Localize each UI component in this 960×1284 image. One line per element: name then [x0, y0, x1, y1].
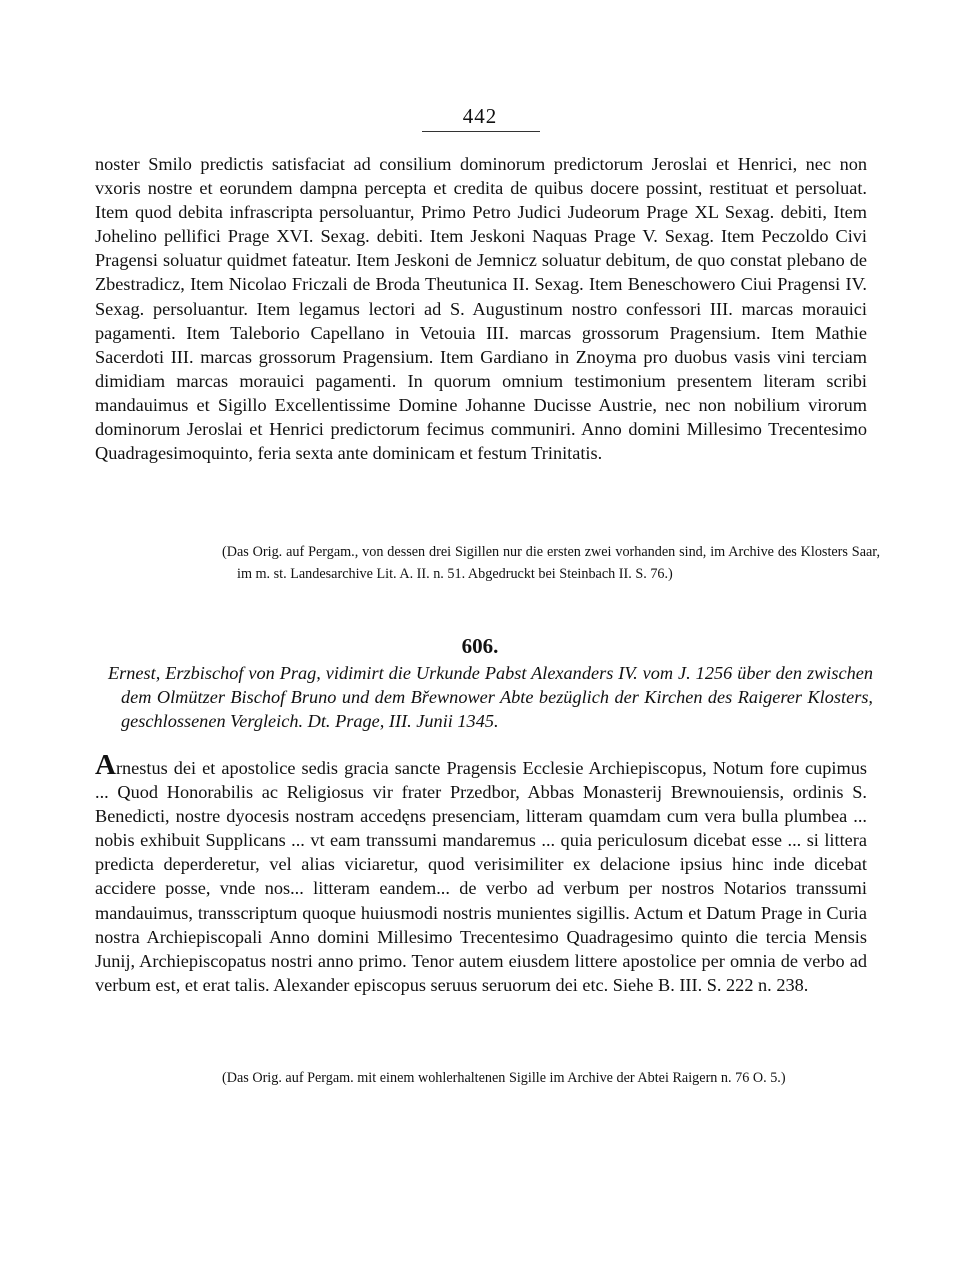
paragraph-document-text	[95, 749, 867, 997]
initial-letter: A	[95, 749, 116, 781]
document-regest: Ernest, Erzbischof von Prag, vidimirt die Urkunde Pabst Alexanders IV. vom J. 1256 über den zwischen dem Olmützer Bischof Bruno und dem Břewnower Abte bezüglich der Kirchen des Raigerer Klosters, geschlossenen Vergleich. Dt. Prage, III. Junii 1345.	[108, 663, 873, 731]
page-number: 442	[462, 104, 498, 128]
source-note-2: (Das Orig. auf Pergam. mit einem wohlerhaltenen Sigille im Archive der Abtei Raigern n. 76 O. 5.)	[222, 1070, 786, 1086]
paragraph-document-body: rnestus dei et apostolice sedis gracia sancte Pragensis Ecclesie Archiepiscopus, Notum fore cupimus ... Quod Honorabilis ac Religiosus vir frater Przedbor, Abbas Monasterij Brewnouiensis, ordinis S. Benedicti, nostre dyocesis nostram accedęns presenciam, litteram quamdam cum vera bulla plumbea ... nobis exhibuit Supplicans ... vt eam transsumi mandaremus ... quia periculosum dicebat esse ... si littera predicta deperderetur, vel alias viciaretur, quod verisimiliter ex delacione ipsius hinc inde dicebat accidere posse, vnde nos... litteram eandem... de verbo ad verbum per nostros Notarios transsumi mandauimus, transscriptum quoque huiusmodi nostris munientes sigillis. Actum et Datum Prage in Curia nostra Archiepiscopali Anno domini Millesimo Trecentesimo Quadragesimo quinto die tercia Mensis Junij, Archiepiscopatus nostri anno primo. Tenor autem eiusdem littere apostolice per omnia de verbo ad verbum est, et erat talis. Alexander episcopus seruus seruorum dei etc. Siehe B. III. S. 222 n. 238.	[95, 758, 867, 995]
source-note-1: (Das Orig. auf Pergam., von dessen drei Sigillen nur die ersten zwei vorhanden sind, im Archive des Klosters Saar, im m. st. Landesarchive Lit. A. II. n. 51. Abgedruckt bei Steinbach II. S. 76.)	[222, 544, 880, 582]
header-rule	[422, 131, 540, 132]
document-number: 606.	[461, 634, 499, 658]
paragraph-continuation: noster Smilo predictis satisfaciat ad consilium dominorum predictorum Jeroslai et Henrici, nec non vxoris nostre et eorundem dampna percepta et credita de quibus docere possint, restituat et persoluat. Item quod debita infrascripta persoluantur, Primo Petro Judici Judeorum Prage XL Sexag. debiti, Item Johelino pellifici Prage XVI. Sexag. debiti. Item Jeskoni Naquas Prage V. Sexag. Item Peczoldo Civi Pragensi soluatur quidmet fateatur. Item Jeskoni de Jemnicz soluatur debitum, de quo constat plebano de Zbestradicz, Item Nicolao Friczali de Broda Theutunica II. Sexag. Item Beneschowero Ciui Pragensi IV. Sexag. persoluantur. Item legamus lectori ad S. Augustinum nostro confessori III. marcas morauici pagamenti. Item Taleborio Capellano in Vetouia III. marcas grossorum Pragensium. Item Mathie Sacerdoti III. marcas grossorum Pragensium. Item Gardiano in Znoyma pro duobus vasis vini terciam dimidiam marcas morauici pagamenti. In quorum omnium testimonium presentem literam scribi mandauimus et Sigillo Excellentissime Domine Johanne Ducisse Austrie, nec non nobilium virorum dominorum Jeroslai et Henrici predictorum fecimus communiri. Anno domini Millesimo Trecentesimo Quadragesimoquinto, feria sexta ante dominicam et festum Trinitatis.	[95, 154, 867, 464]
